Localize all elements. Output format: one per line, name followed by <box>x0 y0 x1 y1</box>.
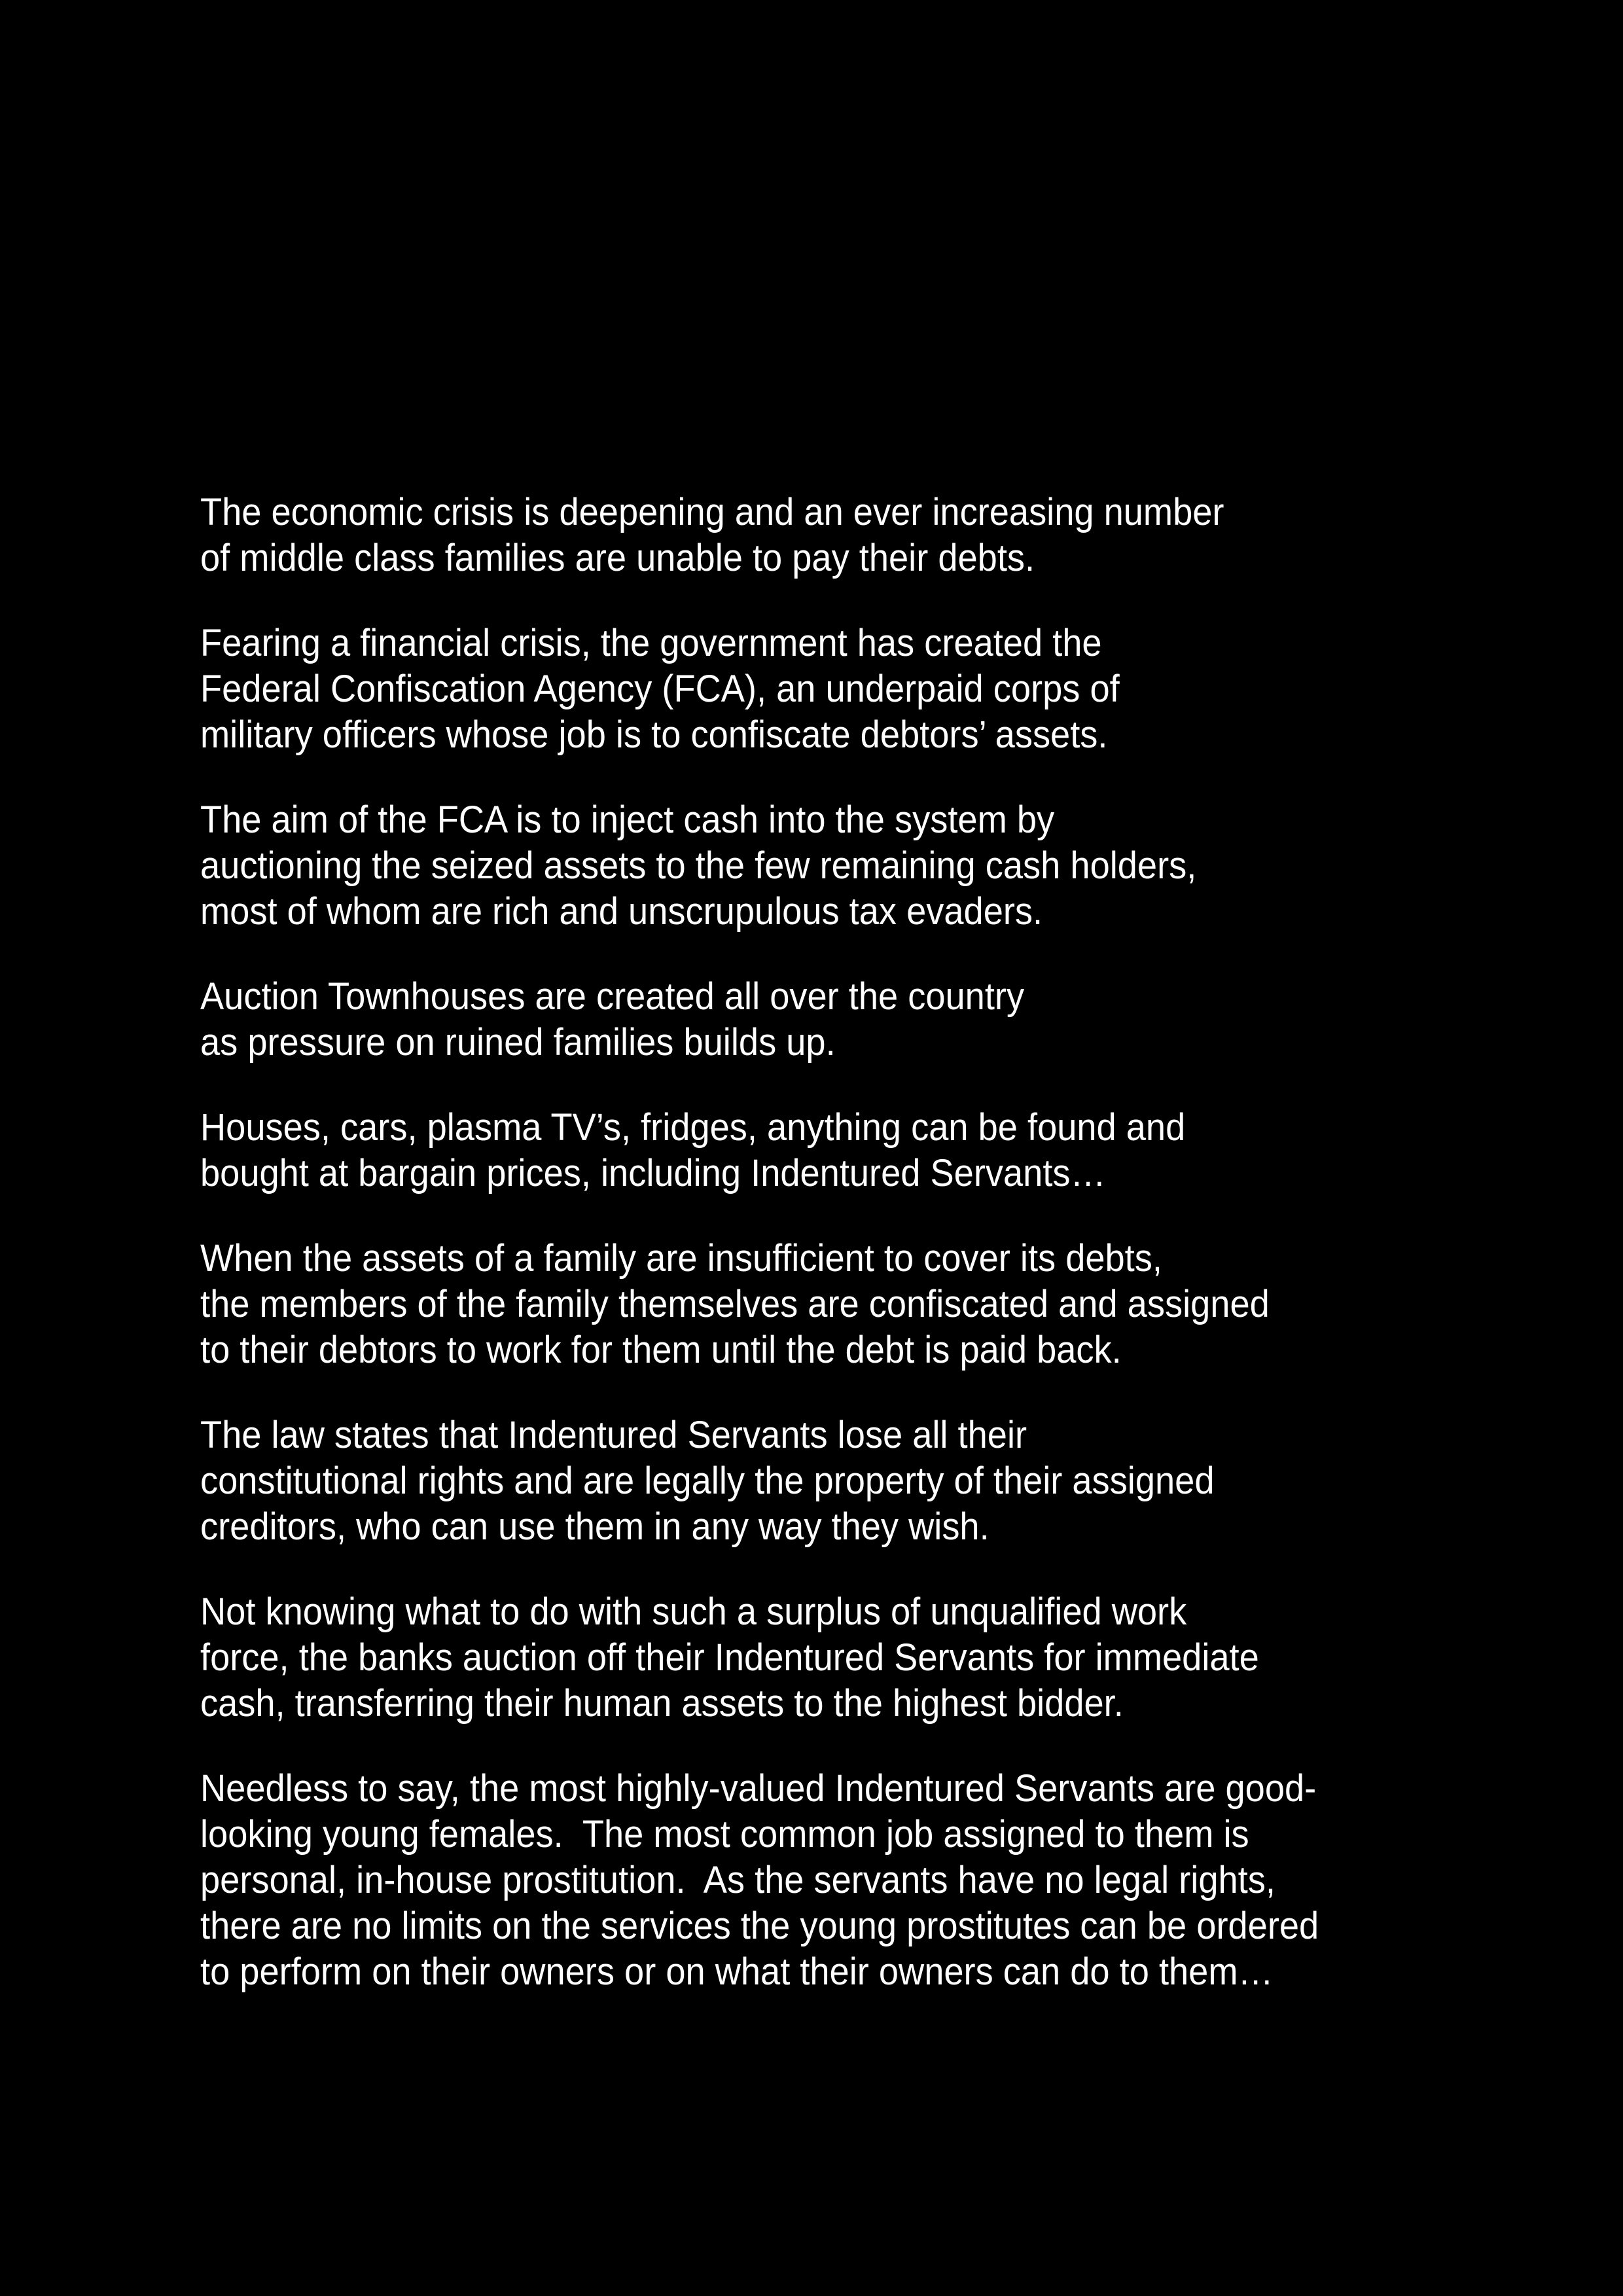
text-line: Needless to say, the most highly-valued Indentured Servants are good- <box>200 1767 1317 1810</box>
paragraph <box>200 1589 1319 1727</box>
text-line: Fearing a financial crisis, the government has created the <box>200 622 1102 664</box>
text-line: of middle class families are unable to pay their debts. <box>200 537 1035 579</box>
text-line: The economic crisis is deepening and an ever increasing number <box>200 491 1224 533</box>
text-line: The law states that Indentured Servants lose all their <box>200 1414 1027 1456</box>
text-line: bought at bargain prices, including Indentured Servants… <box>200 1152 1106 1194</box>
text-line: cash, transferring their human assets to the highest bidder. <box>200 1682 1124 1725</box>
paragraph <box>200 1105 1319 1196</box>
text-line: Federal Confiscation Agency (FCA), an underpaid corps of <box>200 668 1120 710</box>
text-line: force, the banks auction off their Indentured Servants for immediate <box>200 1636 1259 1679</box>
paragraph <box>200 1412 1319 1550</box>
text-line: to perform on their owners or on what their owners can do to them… <box>200 1950 1274 1993</box>
paragraph <box>200 620 1319 758</box>
text-line: most of whom are rich and unscrupulous tax evaders. <box>200 890 1043 933</box>
text-line: Houses, cars, plasma TV’s, fridges, anything can be found and <box>200 1106 1186 1149</box>
text-line: there are no limits on the services the young prostitutes can be ordered <box>200 1905 1319 1947</box>
paragraph <box>200 1236 1319 1373</box>
paragraph <box>200 797 1319 935</box>
text-line: auctioning the seized assets to the few remaining cash holders, <box>200 844 1197 887</box>
text-line: as pressure on ruined families builds up. <box>200 1021 836 1064</box>
text-line: constitutional rights and are legally the property of their assigned <box>200 1460 1215 1502</box>
paragraph <box>200 490 1319 581</box>
text-line: personal, in-house prostitution. As the servants have no legal rights, <box>200 1859 1275 1901</box>
text-line: The aim of the FCA is to inject cash into the system by <box>200 798 1055 841</box>
text-line: the members of the family themselves are confiscated and assigned <box>200 1283 1270 1325</box>
text-line: military officers whose job is to confiscate debtors’ assets. <box>200 713 1108 756</box>
document-body <box>200 490 1319 2034</box>
text-line: creditors, who can use them in any way they wish. <box>200 1505 990 1548</box>
text-line: Auction Townhouses are created all over the country <box>200 975 1025 1018</box>
text-line: When the assets of a family are insufficient to cover its debts, <box>200 1237 1162 1280</box>
text-line: to their debtors to work for them until the debt is paid back. <box>200 1329 1122 1371</box>
text-line: Not knowing what to do with such a surplus of unqualified work <box>200 1590 1187 1633</box>
paragraph <box>200 1766 1319 1995</box>
paragraph <box>200 974 1319 1066</box>
text-line: looking young females. The most common job assigned to them is <box>200 1813 1249 1856</box>
